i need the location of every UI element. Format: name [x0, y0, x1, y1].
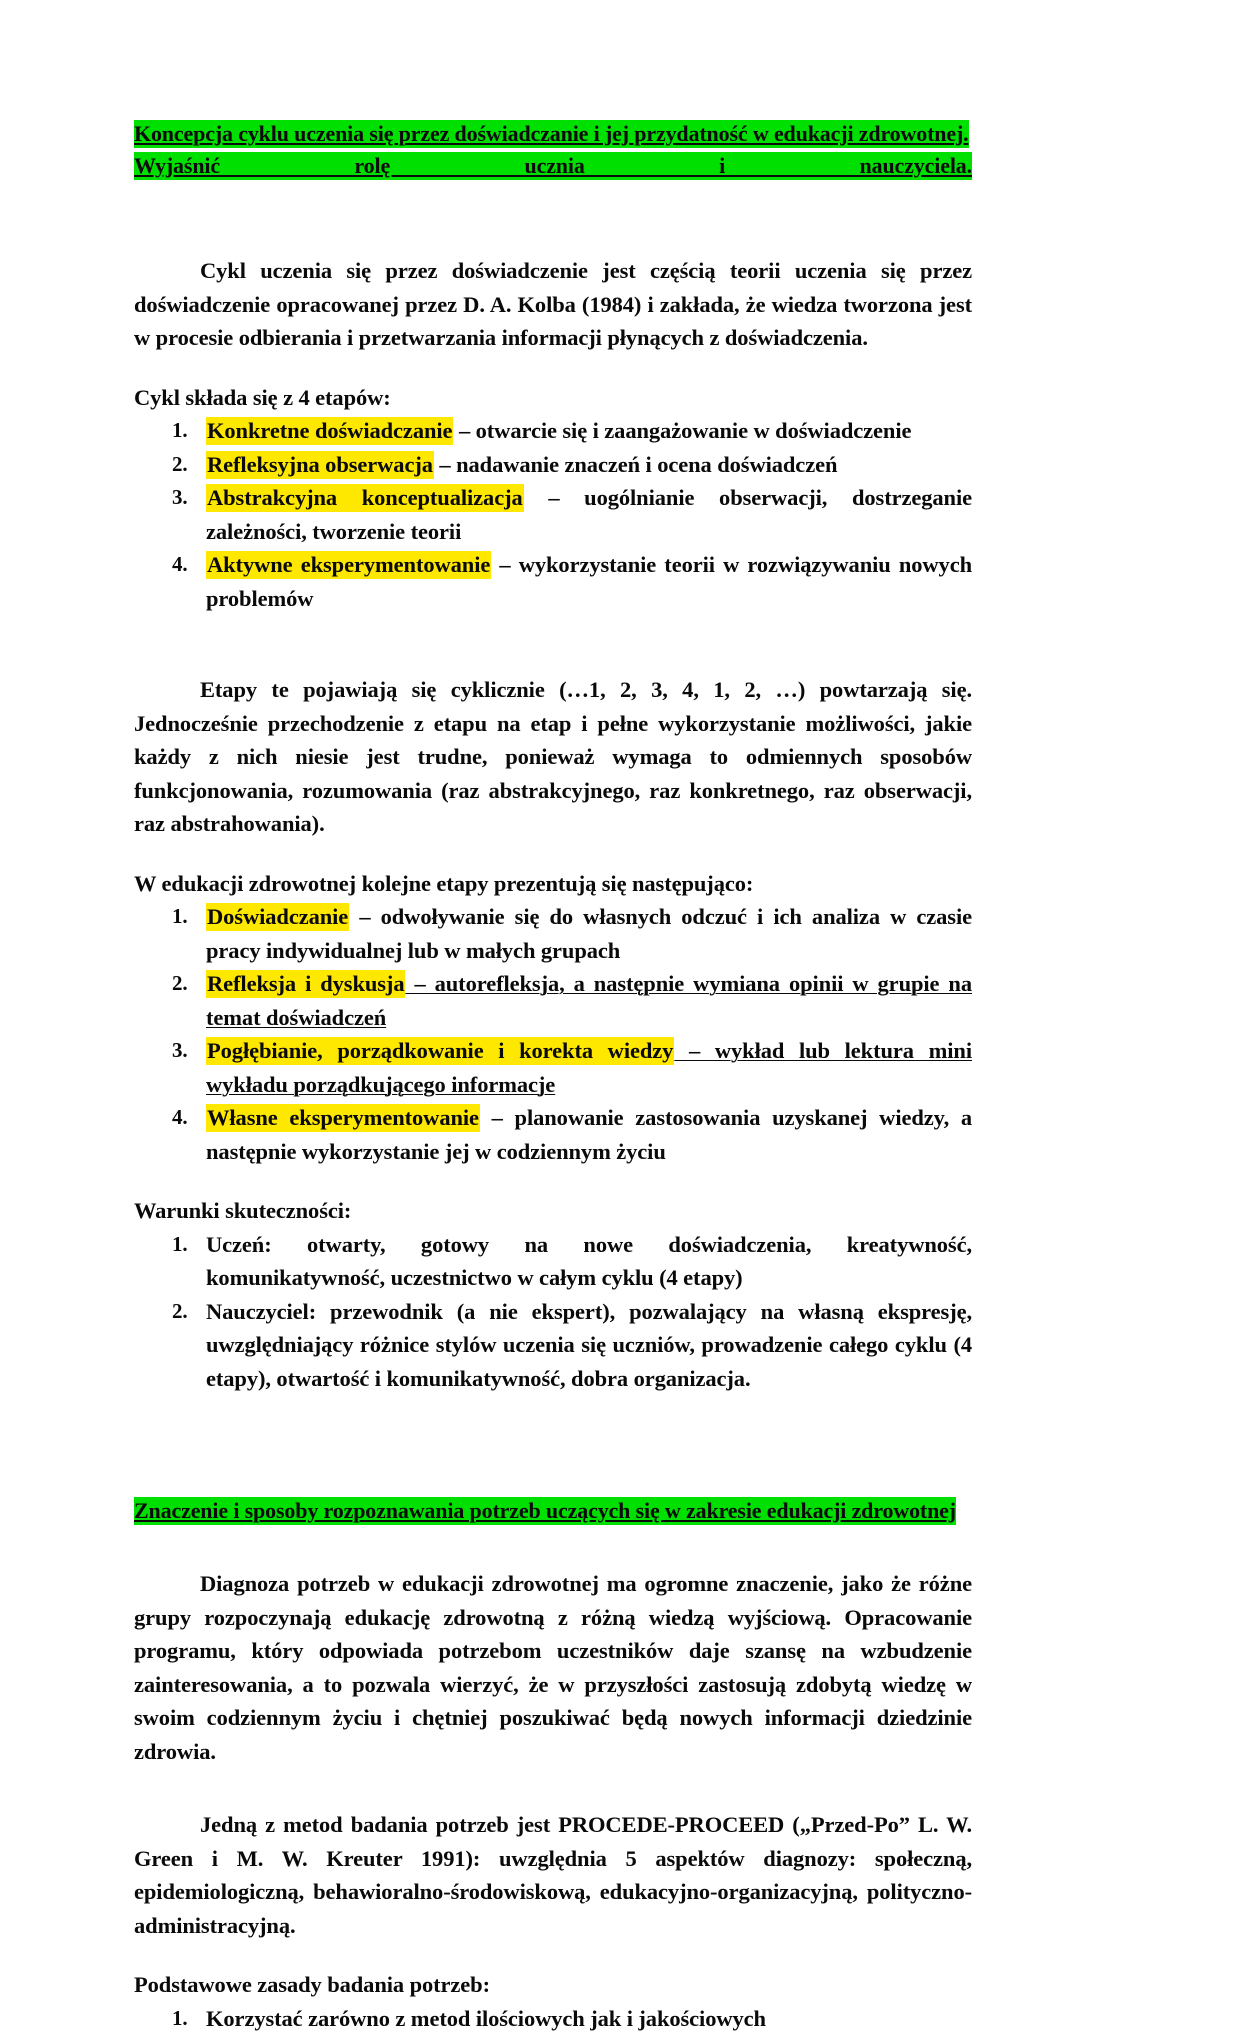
list-item: Korzystać zarówno z metod ilościowych jak i jakościowych: [134, 2002, 972, 2035]
list-item: [134, 1034, 972, 1101]
diagnosis-paragraph: Diagnoza potrzeb w edukacji zdrowotnej ma ogromne znaczenie, jako że różne grupy rozpoczynają edukację zdrowotną z różną wiedzą wyjściową. Opracowanie programu, który odpowiada potrzebom uczestników daje szansę na wzbudzenie zainteresowania, a to pozwala wierzyć, że w przyszłości zastosują zdobytą wiedzę w swoim codziennym życiu i chętniej poszukiwać będą nowych informacji dziedzinie zdrowia.: [134, 1567, 972, 1768]
proceed-paragraph: Jedną z metod badania potrzeb jest PROCEDE-PROCEED („Przed-Po” L. W. Green i M. W. Kreuter 1991): uwzględnia 5 aspektów diagnozy: społeczną, epidemiologiczną, behawioralno-środowiskową, edukacyjno-organizacyjną, polityczno-administracyjną.: [134, 1808, 972, 1942]
stage-rest: – uogólnianie obserwacji, dostrzeganie zależności, tworzenie teorii: [206, 485, 972, 544]
health-edu-stages-list: [134, 900, 972, 1168]
list-item: Uczeń: otwarty, gotowy na nowe doświadczenia, kreatywność, komunikatywność, uczestnictwo w całym cyklu (4 etapy): [134, 1228, 972, 1295]
list-item: [134, 548, 972, 615]
conditions-lead: Warunki skuteczności:: [134, 1194, 972, 1228]
stage-term: Refleksyjna obserwacja: [206, 451, 434, 479]
stage-term: Refleksja i dyskusja: [206, 970, 405, 998]
stage-rest: – nadawanie znaczeń i ocena doświadczeń: [434, 452, 838, 477]
stage-term: Konkretne doświadczanie: [206, 417, 453, 445]
heading-1-line-1: Koncepcja cyklu uczenia się przez doświadczanie i jej przydatność w edukacji zdrowotnej.: [134, 120, 969, 148]
stage-term: Własne eksperymentowanie: [206, 1104, 480, 1132]
stage-term: Pogłębianie, porządkowanie i korekta wiedzy: [206, 1037, 674, 1065]
list-item: [134, 481, 972, 548]
document-content: [134, 118, 972, 2035]
list-item: [134, 900, 972, 967]
heading-1-line-2: Wyjaśnić rolę ucznia i nauczyciela.: [134, 152, 972, 180]
stage-term: Aktywne eksperymentowanie: [206, 551, 491, 579]
list-item: [134, 448, 972, 482]
stage-rest: – autorefleksja, a następnie wymiana opinii w grupie na temat doświadczeń: [206, 971, 972, 1030]
cyclic-paragraph: Etapy te pojawiają się cyklicznie (…1, 2, 3, 4, 1, 2, …) powtarzają się. Jednocześnie przechodzenie z etapu na etap i pełne wykorzystanie możliwości, jakie każdy z nich niesie jest trudne, ponieważ wymaga to odmiennych sposobów funkcjonowania, rozumowania (raz abstrakcyjnego, raz konkretnego, raz obserwacji, raz abstrahowania).: [134, 673, 972, 841]
list-item: [134, 967, 972, 1034]
section-heading-2: [134, 1495, 972, 1527]
principles-lead: Podstawowe zasady badania potrzeb:: [134, 1968, 972, 2002]
list-item: [134, 414, 972, 448]
conditions-list: [134, 1228, 972, 1396]
stages-list: [134, 414, 972, 615]
list-item: [134, 1101, 972, 1168]
section-heading-1: [134, 118, 972, 214]
stage-rest: – planowanie zastosowania uzyskanej wiedzy, a następnie wykorzystanie jej w codziennym życiu: [206, 1105, 972, 1164]
list-item: Nauczyciel: przewodnik (a nie ekspert), pozwalający na własną ekspresję, uwzględniający różnice stylów uczenia się uczniów, prowadzenie całego cyklu (4 etapy), otwartość i komunikatywność, dobra organizacja.: [134, 1295, 972, 1396]
stage-term: Abstrakcyjna konceptualizacja: [206, 484, 524, 512]
heading-2-text: Znaczenie i sposoby rozpoznawania potrzeb uczących się w zakresie edukacji zdrowotnej: [134, 1497, 956, 1525]
health-edu-lead: W edukacji zdrowotnej kolejne etapy prezentują się następująco:: [134, 867, 972, 901]
stage-rest: – odwoływanie się do własnych odczuć i ich analiza w czasie pracy indywidualnej lub w małych grupach: [206, 904, 972, 963]
stages-lead: Cykl składa się z 4 etapów:: [134, 381, 972, 415]
principles-list: [134, 2002, 972, 2035]
intro-paragraph: Cykl uczenia się przez doświadczenie jest częścią teorii uczenia się przez doświadczenie opracowanej przez D. A. Kolba (1984) i zakłada, że wiedza tworzona jest w procesie odbierania i przetwarzania informacji płynących z doświadczenia.: [134, 254, 972, 355]
stage-rest: – wykład lub lektura mini wykładu porządkującego informacje: [206, 1038, 972, 1097]
stage-term: Doświadczanie: [206, 903, 349, 931]
stage-rest: – wykorzystanie teorii w rozwiązywaniu nowych problemów: [206, 552, 972, 611]
stage-rest: – otwarcie się i zaangażowanie w doświadczenie: [453, 418, 911, 443]
